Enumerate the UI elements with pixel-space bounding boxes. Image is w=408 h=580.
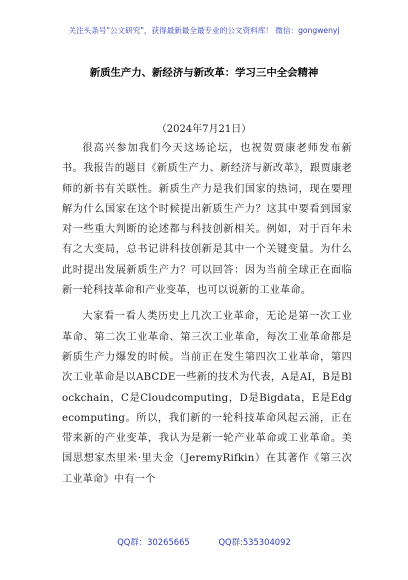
header-promo-note: 关注头条号"公文研究"，获得最新最全最专业的公文资料库！ 微信：gongwenyj	[68, 26, 340, 35]
footer-qq-group-2: QQ群:535304092	[218, 537, 291, 547]
document-body	[62, 139, 352, 490]
footer-qq-group-1: QQ群：30265665	[117, 537, 190, 547]
document-title: 新质生产力、新经济与新改革：学习三中全会精神	[89, 67, 319, 79]
document-date: （2024年7月21日）	[156, 124, 252, 135]
body-paragraph-1: 很高兴参加我们今天这场论坛，也祝贺贾康老师发布新书。我报告的题目《新质生产力、新经济与新改革》，跟贾康老师的新书有关联性。新质生产力是我们国家的热词，现在要理解为什么国家在这个时候提出新质生产力？这其中要看到国家对一些重大判断的论述都与科技创新相关。例如，对于百年未有之大变局，总书记讲科技创新是其中一个关键变量。为什么此时提出发展新质生产力？可以回答：因为当前全球正在面临新一轮科技革命和产业变革，也可以说新的工业革命。	[62, 143, 352, 297]
footer-qq-note	[0, 536, 408, 548]
body-paragraph-2: 大家看一看人类历史上几次工业革命，无论是第一次工业革命、第二次工业革命、第三次工业革命，每次工业革命都是新质生产力爆发的时候。当前正在发生第四次工业革命，第四次工业革命是以ABCDE一些新的技术为代表，A是AI，B是Blockchain，C是Cloudcomputing，D是Bigdata，E是Edgecomputing。所以，我们新的一轮科技革命风起云涌，正在带来新的产业变革，我认为是新一轮产业革命或工业革命。美国思想家杰里米·里夫金（JeremyRifkin）在其著作《第三次工业革命》中有一个	[62, 311, 352, 485]
